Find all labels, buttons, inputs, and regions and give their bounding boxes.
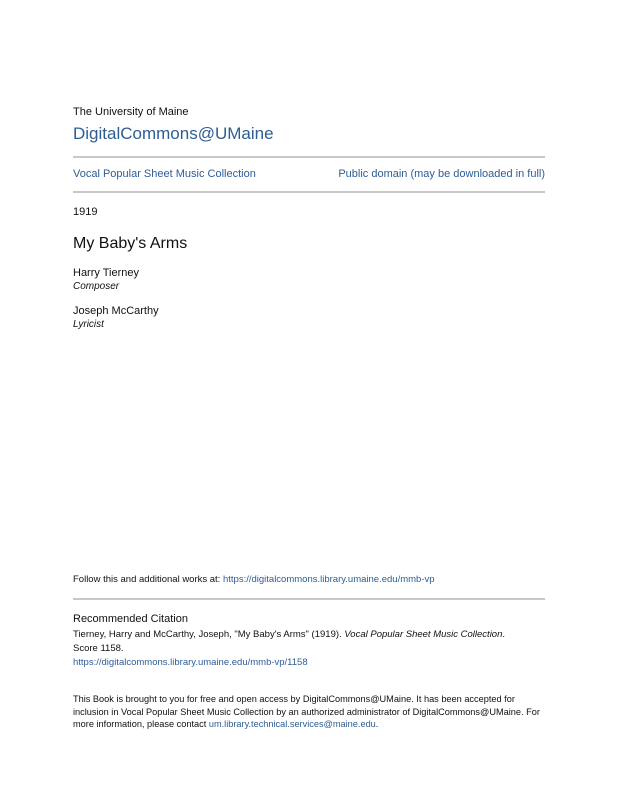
citation-text: Tierney, Harry and McCarthy, Joseph, "My Baby's Arms" (1919). (73, 629, 345, 640)
divider (73, 156, 545, 158)
citation-period: . (502, 629, 506, 640)
rights-link[interactable]: Public domain (may be downloaded in full) (338, 168, 545, 180)
access-notice (73, 693, 540, 731)
creator-role: Composer (73, 281, 120, 292)
creator-role: Lyricist (73, 319, 104, 330)
institution-name: The University of Maine (73, 106, 189, 118)
contact-email-link[interactable]: um.library.technical.services@maine.edu (208, 719, 376, 729)
follow-text: Follow this and additional works at: (73, 574, 223, 585)
citation-series: Vocal Popular Sheet Music Collection (344, 629, 503, 640)
year: 1919 (73, 206, 98, 218)
citation-score: Score 1158. (73, 643, 124, 654)
repository-link[interactable]: DigitalCommons@UMaine (73, 124, 274, 143)
notice-end: . (375, 719, 379, 729)
notice-line: This Book is brought to you for free and open access by DigitalCommons@UMaine. It has been accepted for (73, 694, 515, 704)
follow-link[interactable]: https://digitalcommons.library.umaine.edu/mmb-vp (222, 574, 435, 585)
creator-name: Joseph McCarthy (73, 305, 159, 317)
follow-line (73, 574, 435, 585)
notice-line: inclusion in Vocal Popular Sheet Music Collection by an authorized administrator of DigitalCommons@UMaine. For (73, 706, 540, 717)
notice-line: more information, please contact (73, 719, 209, 729)
collection-link[interactable]: Vocal Popular Sheet Music Collection (73, 168, 256, 180)
creator-name: Harry Tierney (73, 267, 140, 279)
citation-link[interactable]: https://digitalcommons.library.umaine.edu/mmb-vp/1158 (73, 657, 308, 668)
citation-body (73, 628, 505, 670)
work-title: My Baby's Arms (73, 235, 188, 252)
citation-heading: Recommended Citation (73, 613, 188, 625)
divider (73, 598, 545, 600)
divider (73, 191, 545, 193)
